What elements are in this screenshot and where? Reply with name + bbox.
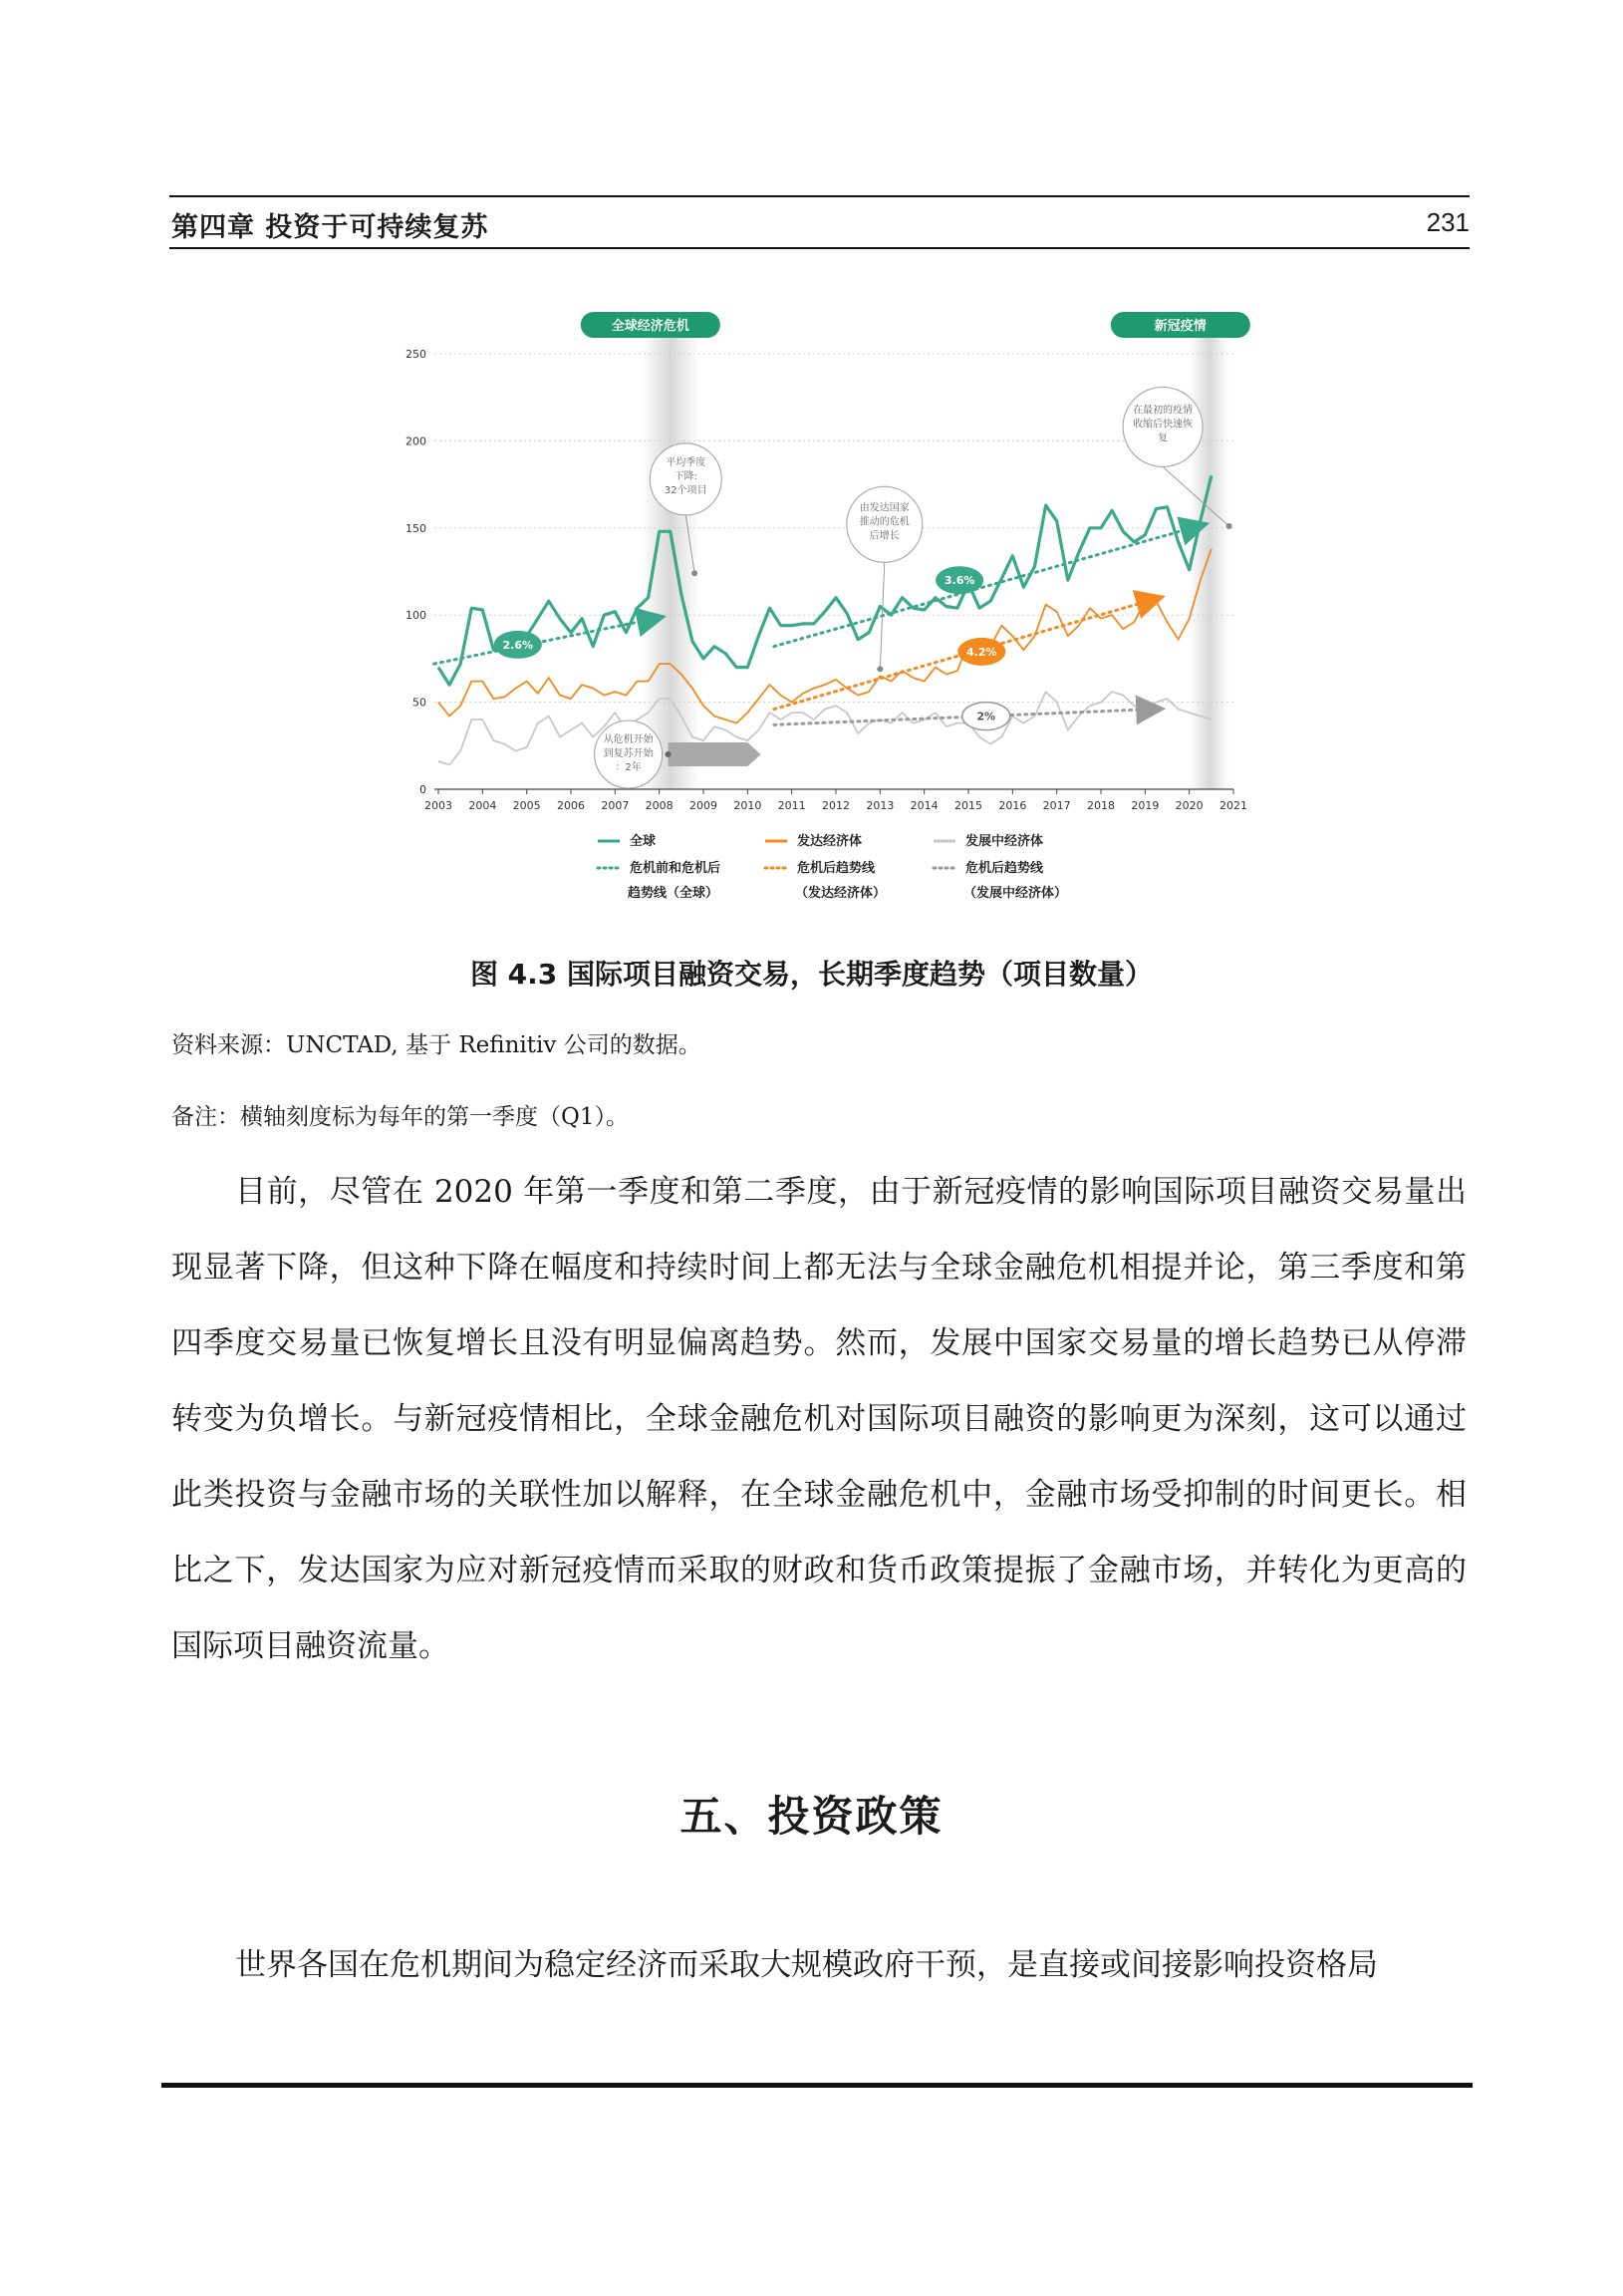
trend-badge-label-1: 3.6%	[944, 574, 975, 588]
x-tick-label-2011: 2011	[777, 799, 806, 812]
body-paragraph-1: 目前，尽管在 2020 年第一季度和第二季度，由于新冠疫情的影响国际项目融资交易量出现显著下降，但这种下降在幅度和持续时间上都无法与全球金融危机相提并论，第三季度和第四季度交易量已恢复增长且没有明显偏离趋势。然而，发展中国家交易量的增长趋势已从停滞转变为负增长。与新冠疫情相比，全球金融危机对国际项目融资的影响更为深刻，这可以通过此类投资与金融市场的关联性加以解释，在全球金融危机中，金融市场受抑制的时间更长。相比之下，发达国家为应对新冠疫情而采取的财政和货币政策提振了金融市场，并转化为更高的国际项目融资流量。	[171, 1174, 1467, 1664]
y-tick-label-250: 250	[406, 348, 426, 361]
x-tick-label-2017: 2017	[1042, 799, 1071, 812]
page-number: 231	[1426, 207, 1470, 237]
chapter-title: 第四章 投资于可持续复苏	[171, 212, 489, 243]
y-tick-label-200: 200	[406, 434, 426, 448]
x-tick-label-2008: 2008	[645, 799, 674, 812]
annotation-text-3-1: 到复苏开始	[603, 748, 654, 760]
series-line-1	[438, 549, 1212, 723]
legend-label-2-0: 发展中经济体	[965, 834, 1044, 849]
legend-label-3-0: 危机前和危机后	[630, 861, 721, 876]
annotation-dot-2	[1226, 523, 1232, 529]
x-tick-label-2005: 2005	[512, 799, 541, 812]
recovery-arrow	[669, 742, 761, 766]
y-tick-label-50: 50	[412, 696, 426, 710]
annotation-text-2-2: 复	[1158, 432, 1169, 444]
series-line-0	[438, 475, 1212, 685]
y-tick-label-0: 0	[419, 783, 426, 796]
header-rule-top	[169, 195, 1470, 197]
trend-badge-label-0: 2.6%	[502, 638, 534, 652]
footer-rule	[161, 2083, 1473, 2088]
body-paragraph-2: 世界各国在危机期间为稳定经济而采取大规模政府干预，是直接或间接影响投资格局	[235, 1947, 1378, 1983]
series-line-2	[438, 692, 1212, 764]
trend-badge-label-3: 2%	[976, 710, 996, 723]
figure-chart	[369, 299, 1255, 937]
legend-label-3-1: 趋势线（全球）	[628, 886, 719, 901]
trend-badge-label-2: 4.2%	[966, 645, 997, 659]
x-tick-label-2013: 2013	[866, 799, 895, 812]
x-tick-label-2012: 2012	[822, 799, 850, 812]
legend-label-4-1: （发达经济体）	[795, 886, 887, 901]
figure-note: 备注：横轴刻度标为每年的第一季度（Q1）。	[171, 1104, 629, 1130]
recovery-arrow-dot	[666, 751, 672, 757]
x-tick-label-2019: 2019	[1131, 799, 1160, 812]
x-tick-label-2014: 2014	[910, 799, 939, 812]
trend-global-post	[774, 526, 1199, 647]
x-tick-label-2021: 2021	[1219, 799, 1247, 812]
annotation-text-2-0: 在最初的疫情	[1133, 405, 1194, 417]
y-tick-label-100: 100	[406, 609, 426, 623]
legend-label-5-0: 危机后趋势线	[965, 861, 1044, 876]
chart-svg	[369, 299, 1255, 937]
banner-label-0: 全球经济危机	[611, 319, 689, 334]
annotation-dot-1	[877, 666, 883, 672]
header-rule-bottom	[169, 247, 1470, 249]
annotation-text-1-2: 后增长	[869, 530, 900, 542]
annotation-text-1-1: 推动的危机	[859, 516, 910, 528]
x-tick-label-2015: 2015	[954, 799, 982, 812]
x-tick-label-2007: 2007	[601, 799, 630, 812]
annotation-text-2-1: 收缩后快速恢	[1133, 419, 1194, 430]
x-tick-label-2006: 2006	[557, 799, 585, 812]
annotation-text-0-2: 32个项目	[664, 484, 707, 496]
annotation-text-3-2: ：2年	[615, 762, 642, 774]
banner-label-1: 新冠疫情	[1154, 319, 1207, 334]
covid-shade-band	[1190, 334, 1229, 789]
figure-caption: 图 4.3 国际项目融资交易，长期季度趋势（项目数量）	[469, 958, 1154, 991]
annotation-text-3-0: 从危机开始	[603, 734, 654, 746]
figure-source: 资料来源：UNCTAD, 基于 Refinitiv 公司的数据。	[171, 1032, 701, 1058]
x-tick-label-2009: 2009	[689, 799, 717, 812]
annotation-dot-0	[691, 570, 697, 576]
y-tick-label-150: 150	[406, 521, 426, 535]
section-title: 五、投资政策	[679, 1792, 944, 1841]
legend-label-0-0: 全球	[630, 834, 657, 849]
x-tick-label-2003: 2003	[424, 799, 452, 812]
annotation-text-0-1: 下降:	[674, 470, 697, 482]
x-tick-label-2016: 2016	[998, 799, 1027, 812]
x-tick-label-2018: 2018	[1087, 799, 1115, 812]
x-tick-label-2004: 2004	[468, 799, 497, 812]
legend-label-1-0: 发达经济体	[797, 834, 863, 849]
legend-label-5-1: （发展中经济体）	[963, 886, 1068, 901]
crisis-shade-band	[642, 334, 699, 789]
x-tick-label-2020: 2020	[1175, 799, 1204, 812]
x-tick-label-2010: 2010	[733, 799, 762, 812]
legend-label-4-0: 危机后趋势线	[797, 861, 876, 876]
annotation-text-1-0: 由发达国家	[859, 502, 910, 514]
annotation-text-0-0: 平均季度	[666, 456, 706, 468]
